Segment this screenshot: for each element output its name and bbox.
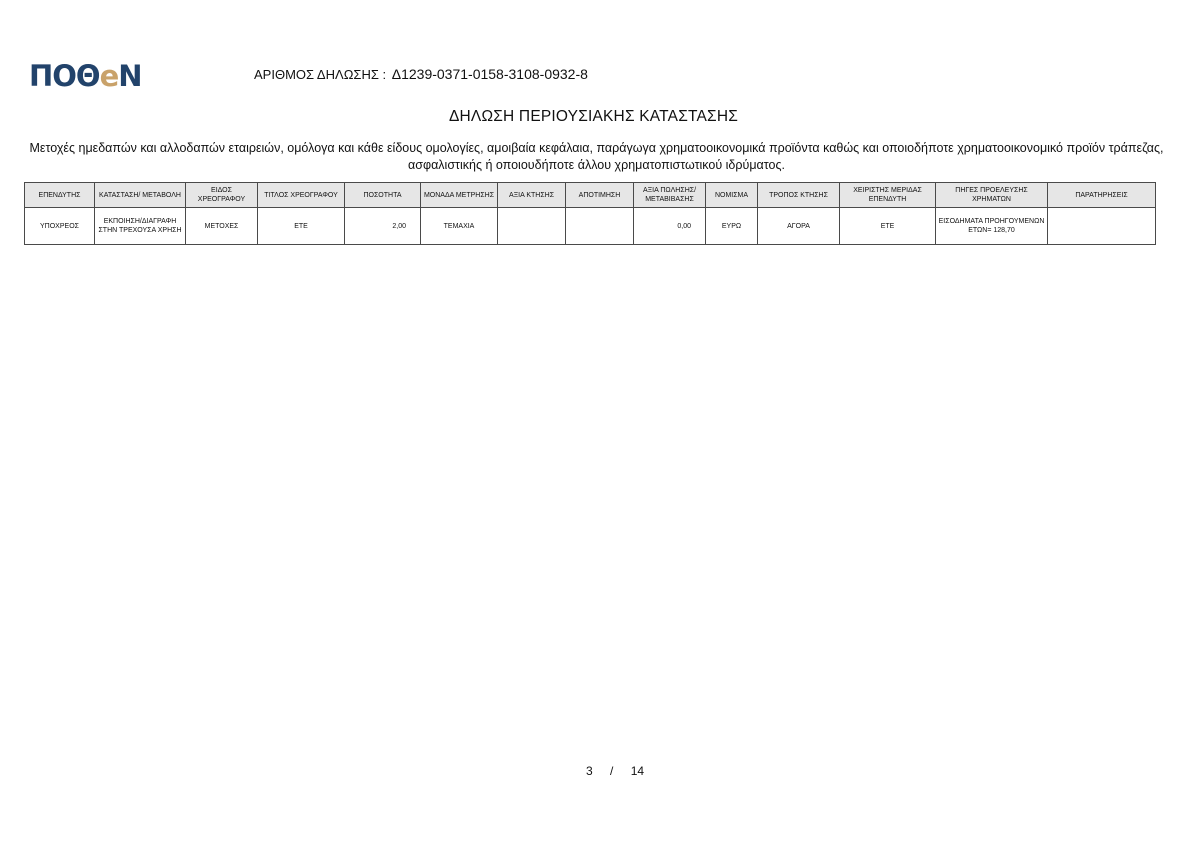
table-row	[25, 208, 1156, 245]
column-header-security-title: ΤΙΤΛΟΣ ΧΡΕΟΓΡΑΦΟΥ	[258, 183, 345, 208]
column-header-remarks: ΠΑΡΑΤΗΡΗΣΕΙΣ	[1048, 183, 1156, 208]
cell-sources-of-funds: ΕΙΣΟΔΗΜΑΤΑ ΠΡΟΗΓΟΥΜΕΝΩΝ ΕΤΩΝ= 128,70	[936, 208, 1048, 245]
column-header-acquisition-method: ΤΡΟΠΟΣ ΚΤΗΣΗΣ	[758, 183, 840, 208]
securities-table	[24, 182, 1156, 245]
page-total: 14	[630, 764, 645, 778]
declaration-number-value: Δ1239-0371-0158-3108-0932-8	[391, 66, 588, 82]
cell-investor: ΥΠΟΧΡΕΟΣ	[25, 208, 95, 245]
logo-text-accent: e	[99, 59, 119, 93]
cell-portfolio-manager: ΕΤΕ	[840, 208, 936, 245]
declaration-number	[254, 66, 588, 82]
declaration-label: ΑΡΙΘΜΟΣ ΔΗΛΩΣΗΣ :	[254, 67, 387, 82]
cell-remarks	[1048, 208, 1156, 245]
cell-currency: ΕΥΡΩ	[706, 208, 758, 245]
page-separator: /	[610, 764, 614, 778]
cell-status: ΕΚΠΟΙΗΣΗ/ΔΙΑΓΡΑΦΗ ΣΤΗΝ ΤΡΕΧΟΥΣΑ ΧΡΗΣΗ	[95, 208, 186, 245]
cell-sale-value: 0,00	[634, 208, 706, 245]
pothen-logo	[29, 58, 142, 94]
column-header-portfolio-manager: ΧΕΙΡΙΣΤΗΣ ΜΕΡΙΔΑΣ ΕΠΕΝΔΥΤΗ	[840, 183, 936, 208]
column-header-status: ΚΑΤΑΣΤΑΣΗ/ ΜΕΤΑΒΟΛΗ	[95, 183, 186, 208]
column-header-security-type: ΕΙΔΟΣ ΧΡΕΟΓΡΑΦΟΥ	[186, 183, 258, 208]
column-header-acquisition-value: ΑΞΙΑ ΚΤΗΣΗΣ	[498, 183, 566, 208]
section-description: Μετοχές ημεδαπών και αλλοδαπών εταιρειών, ομόλογα και κάθε είδους ομολογίες, αμοιβαία κεφάλαια, παράγωγα χρηματοοικονομικά προϊόντα καθώς και οποιοδήποτε χρηματοοικονομικό προϊόν τράπεζας, ασφαλιστικής ή οποιουδήποτε άλλου χρηματοπιστωτικού ιδρύματος.	[29, 141, 1164, 172]
table-header-row	[25, 183, 1156, 208]
column-header-sources-of-funds: ΠΗΓΕΣ ΠΡΟΕΛΕΥΣΗΣ ΧΡΗΜΑΤΩΝ	[936, 183, 1048, 208]
column-header-unit: ΜΟΝΑΔΑ ΜΕΤΡΗΣΗΣ	[421, 183, 498, 208]
column-header-quantity: ΠΟΣΟΤΗΤΑ	[345, 183, 421, 208]
cell-acquisition-value	[498, 208, 566, 245]
column-header-currency: ΝΟΜΙΣΜΑ	[706, 183, 758, 208]
logo-text-first: ΠΟΘ	[29, 59, 100, 93]
column-header-valuation: ΑΠΟΤΙΜΗΣΗ	[566, 183, 634, 208]
cell-acquisition-method: ΑΓΟΡΑ	[758, 208, 840, 245]
cell-unit: ΤΕΜΑΧΙΑ	[421, 208, 498, 245]
page-indicator	[586, 764, 644, 778]
cell-security-type: ΜΕΤΟΧΕΣ	[186, 208, 258, 245]
cell-valuation	[566, 208, 634, 245]
cell-security-title: ΕΤΕ	[258, 208, 345, 245]
document-title: ΔΗΛΩΣΗ ΠΕΡΙΟΥΣΙΑΚΗΣ ΚΑΤΑΣΤΑΣΗΣ	[448, 108, 739, 125]
page-current: 3	[586, 764, 593, 778]
cell-quantity: 2,00	[345, 208, 421, 245]
column-header-investor: ΕΠΕΝΔΥΤΗΣ	[25, 183, 95, 208]
column-header-sale-value: ΑΞΙΑ ΠΩΛΗΣΗΣ/ ΜΕΤΑΒΙΒΑΣΗΣ	[634, 183, 706, 208]
logo-text-last: Ν	[118, 59, 142, 93]
